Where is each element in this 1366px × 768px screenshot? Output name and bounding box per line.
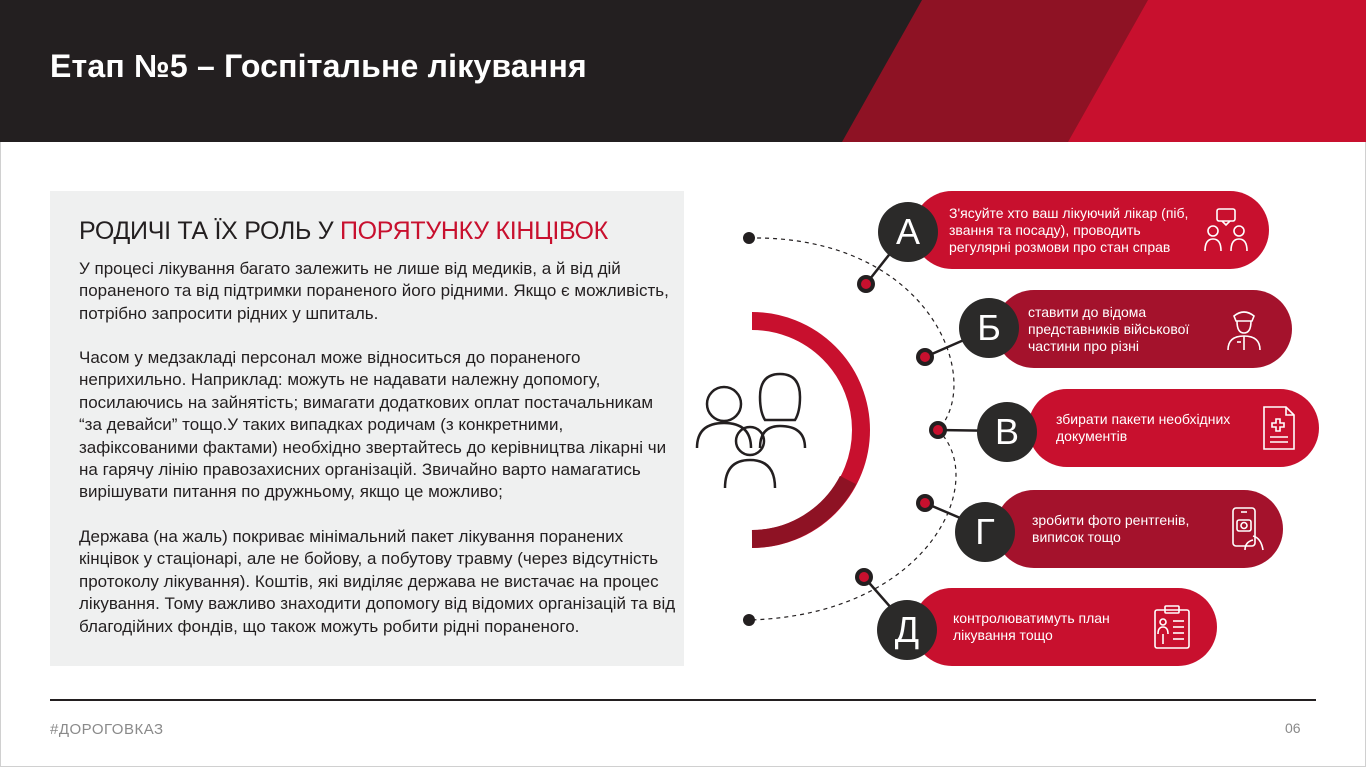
step-c-text: збирати пакети необхідних документів xyxy=(1056,411,1231,444)
dark-red-arc-segment xyxy=(752,480,848,539)
footer-divider xyxy=(50,699,1316,701)
page-number: 06 xyxy=(1285,720,1301,736)
family-icon xyxy=(697,374,805,488)
step-a-pill xyxy=(913,191,1269,269)
step-b-badge: Б xyxy=(959,298,1019,358)
step-c-pill xyxy=(1028,389,1319,467)
medical-document-icon xyxy=(1256,405,1302,451)
arc-end-dot-bottom xyxy=(743,614,755,626)
panel-heading-accent: ПОРЯТУНКУ КІНЦІВОК xyxy=(339,217,608,245)
step-b-text: ставити до відома представників військової частини про різні xyxy=(1028,303,1190,354)
military-officer-icon xyxy=(1221,306,1267,352)
doctor-consultation-icon xyxy=(1203,207,1249,253)
step-b-pill xyxy=(995,290,1292,368)
step-e-text: контролюватимуть план лікування тощо xyxy=(953,610,1110,643)
step-d-pill xyxy=(995,490,1283,568)
step-a-text: З'ясуйте хто ваш лікуючий лікар (піб, звання та посаду), проводить регулярні розмови про стан справ xyxy=(949,204,1189,255)
step-e-badge: Д xyxy=(877,600,937,660)
step-d-badge: Г xyxy=(955,502,1015,562)
step-e-pill xyxy=(913,588,1217,666)
arc-end-dot-top xyxy=(743,232,755,244)
panel-heading-plain: РОДИЧІ ТА ЇХ РОЛЬ У xyxy=(79,217,340,245)
page-title: Етап №5 – Госпітальне лікування xyxy=(50,48,587,84)
footer-hashtag: #ДОРОГОВКАЗ xyxy=(50,721,164,738)
step-c-badge: В xyxy=(977,402,1037,462)
step-a-badge: А xyxy=(878,202,938,262)
paragraph-staff-issues: Часом у медзакладі персонал може відноситься до пораненого неприхильно. Наприклад: можуть не надавати належну допомогу, посилаючись на зайнятість; вимагати додаткових оплат постачальникам “за девайси” тощо.У таких випадках родичам (з конкретними, зафіксованими фактами) необхідно звертайтесь до керівництва лікарні чи на гарячу лінію правозахисних організацій. Звичайно варто намагатись вирішувати питання по дружньому, якщо це можливо; xyxy=(79,348,667,502)
paragraph-intro: У процесі лікування багато залежить не лише від медиків, а й від дій пораненого та від підтримки пораненого його рідними. Якщо є можливість, потрібно запросити рідних у шпиталь. xyxy=(79,259,669,323)
step-d-text: зробити фото рентгенів, виписок тощо xyxy=(1032,512,1190,545)
paragraph-state-funding: Держава (на жаль) покриває мінімальний пакет лікування поранених кінцівок у стаціонарі, але не бойову, а побутову травму (через відсутність протоколу лікування). Коштів, які виділяє держава не вистачає на процес лікування. Тому важливо знаходити допомогу від відомих організацій та від благодійних фондів, що також можуть робити рідні пораненого. xyxy=(79,527,676,636)
phone-camera-icon xyxy=(1223,506,1269,552)
treatment-plan-icon xyxy=(1149,604,1195,650)
